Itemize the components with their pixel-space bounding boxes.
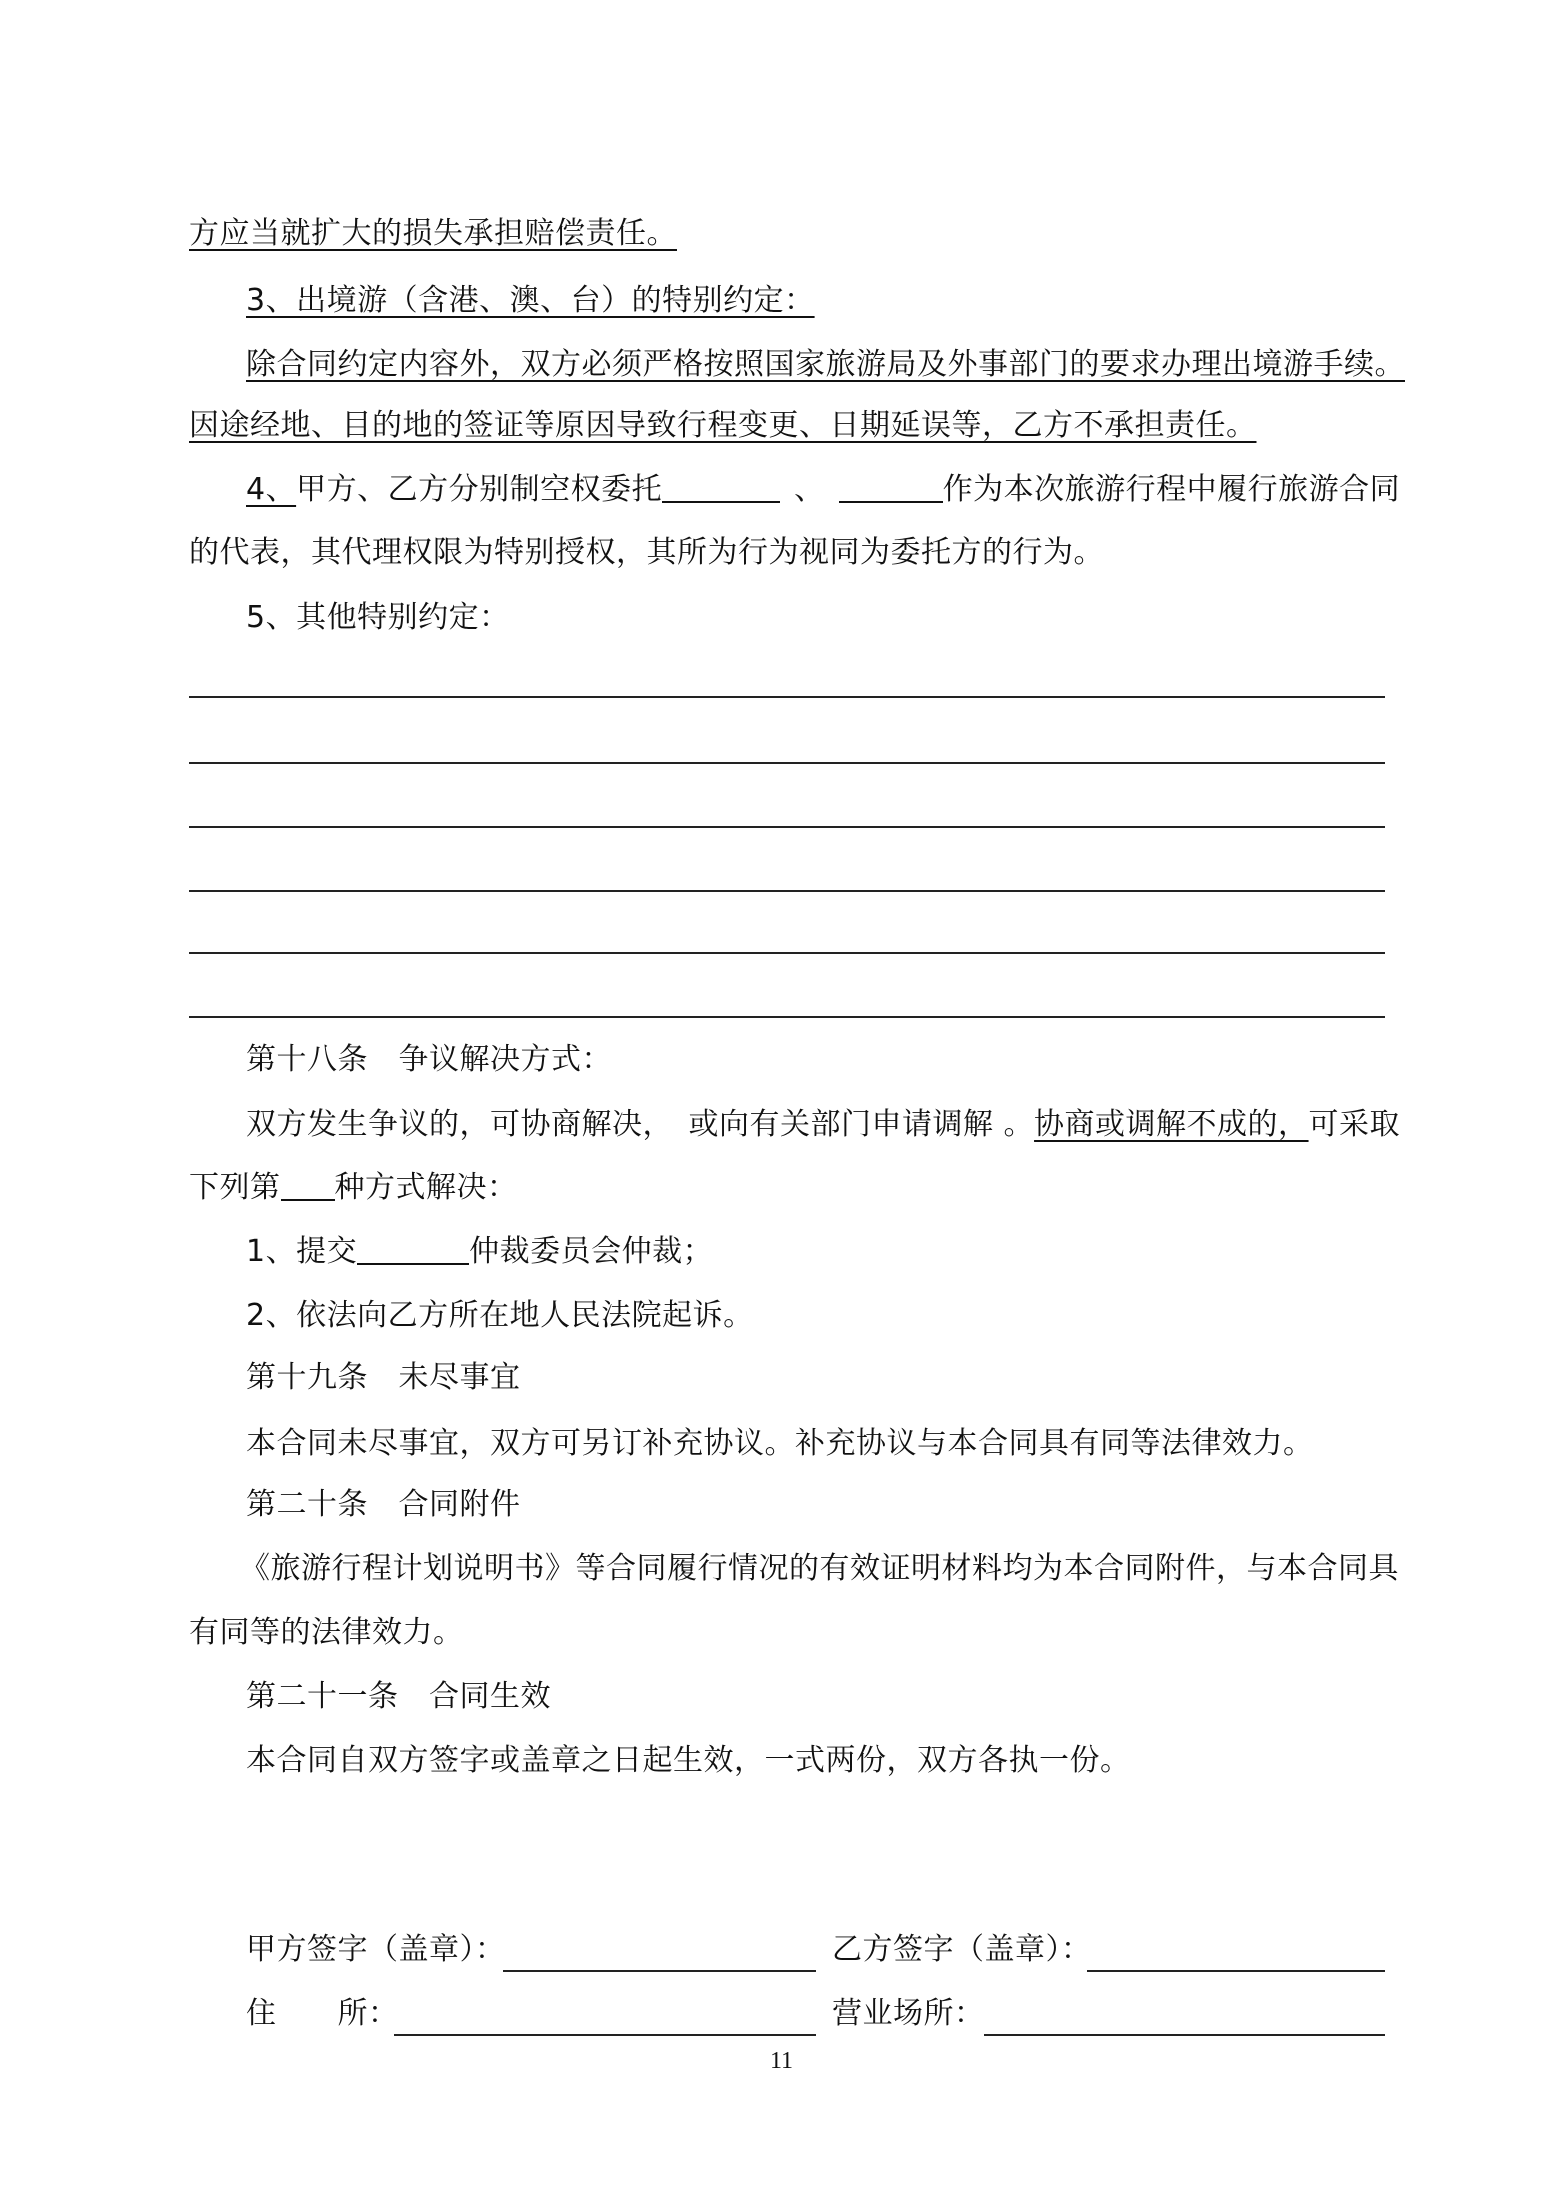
text: 种方式解决： <box>334 1170 518 1205</box>
text-line: 本合同未尽事宜，双方可另订补充协议。补充协议与本合同具有同等法律效力。 <box>246 1426 1314 1461</box>
text: 1、提交 <box>246 1234 358 1269</box>
address-field[interactable] <box>394 2034 816 2036</box>
clause-3-heading <box>246 283 815 319</box>
delegate-a-blank[interactable] <box>662 473 780 503</box>
underlined-text: 协商或调解不成的， <box>1034 1107 1309 1142</box>
text: 双方发生争议的，可协商解决， 或向有关部门申请调解 。 <box>246 1107 1035 1142</box>
text: 甲方、乙方分别制空权委托 <box>296 472 663 507</box>
text: 下列第 <box>189 1170 281 1205</box>
fill-in-line[interactable] <box>189 890 1385 892</box>
fill-in-line[interactable] <box>189 696 1385 698</box>
address-label: 住 所： <box>246 1996 399 2031</box>
text: 仲裁委员会仲裁； <box>469 1234 714 1269</box>
option-2: 2、依法向乙方所在地人民法院起诉。 <box>246 1298 754 1333</box>
article-21-heading: 第二十一条 合同生效 <box>246 1679 551 1714</box>
fill-in-line[interactable] <box>189 762 1385 764</box>
underlined-text: 除合同约定内容外，双方必须严格按照国家旅游局及外事部门的要求办理出境游手续。 <box>246 347 1405 382</box>
text: 、 <box>794 472 825 507</box>
business-place-field[interactable] <box>984 2034 1385 2036</box>
method-number-blank[interactable] <box>281 1171 335 1201</box>
underlined-text: 4、 <box>246 472 297 507</box>
page-number: 11 <box>769 2048 794 2074</box>
clause-4 <box>246 472 1400 508</box>
clause-5-heading: 5、其他特别约定： <box>246 600 510 635</box>
party-a-signature-field[interactable] <box>503 1970 816 1972</box>
text: 可采取 <box>1308 1107 1401 1142</box>
party-a-signature-label: 甲方签字（盖章）： <box>246 1932 506 1967</box>
article-19-heading: 第十九条 未尽事宜 <box>246 1360 521 1395</box>
underlined-text: 方应当就扩大的损失承担赔偿责任。 <box>189 216 677 251</box>
text: 作为本次旅游行程中履行旅游合同 <box>942 472 1401 507</box>
fill-in-line[interactable] <box>189 826 1385 828</box>
text-line <box>189 1170 518 1206</box>
option-1 <box>246 1234 713 1270</box>
business-place-label: 营业场所： <box>832 1996 985 2031</box>
underlined-text: 因途经地、目的地的签证等原因导致行程变更、日期延误等，乙方不承担责任。 <box>189 408 1257 443</box>
article-20-heading: 第二十条 合同附件 <box>246 1487 521 1522</box>
party-b-signature-label: 乙方签字（盖章）： <box>832 1932 1092 1967</box>
fill-in-line[interactable] <box>189 952 1385 954</box>
text-line: 《旅游行程计划说明书》等合同履行情况的有效证明材料均为本合同附件，与本合同具 <box>240 1551 1399 1586</box>
text-line: 有同等的法律效力。 <box>189 1615 464 1650</box>
delegate-b-blank[interactable] <box>839 473 943 503</box>
fill-in-line[interactable] <box>189 1016 1385 1018</box>
arbitration-commission-blank[interactable] <box>357 1235 469 1265</box>
text-line <box>189 216 677 252</box>
party-b-signature-field[interactable] <box>1087 1970 1385 1972</box>
text-line: 的代表，其代理权限为特别授权，其所为行为视同为委托方的行为。 <box>189 535 1104 570</box>
underlined-text: 3、出境游（含港、澳、台）的特别约定： <box>246 283 815 318</box>
article-18-heading: 第十八条 争议解决方式： <box>246 1042 612 1077</box>
text-line <box>189 408 1257 444</box>
text-line: 本合同自双方签字或盖章之日起生效，一式两份，双方各执一份。 <box>246 1743 1131 1778</box>
text-line <box>246 1107 1400 1143</box>
text-line <box>246 347 1405 383</box>
